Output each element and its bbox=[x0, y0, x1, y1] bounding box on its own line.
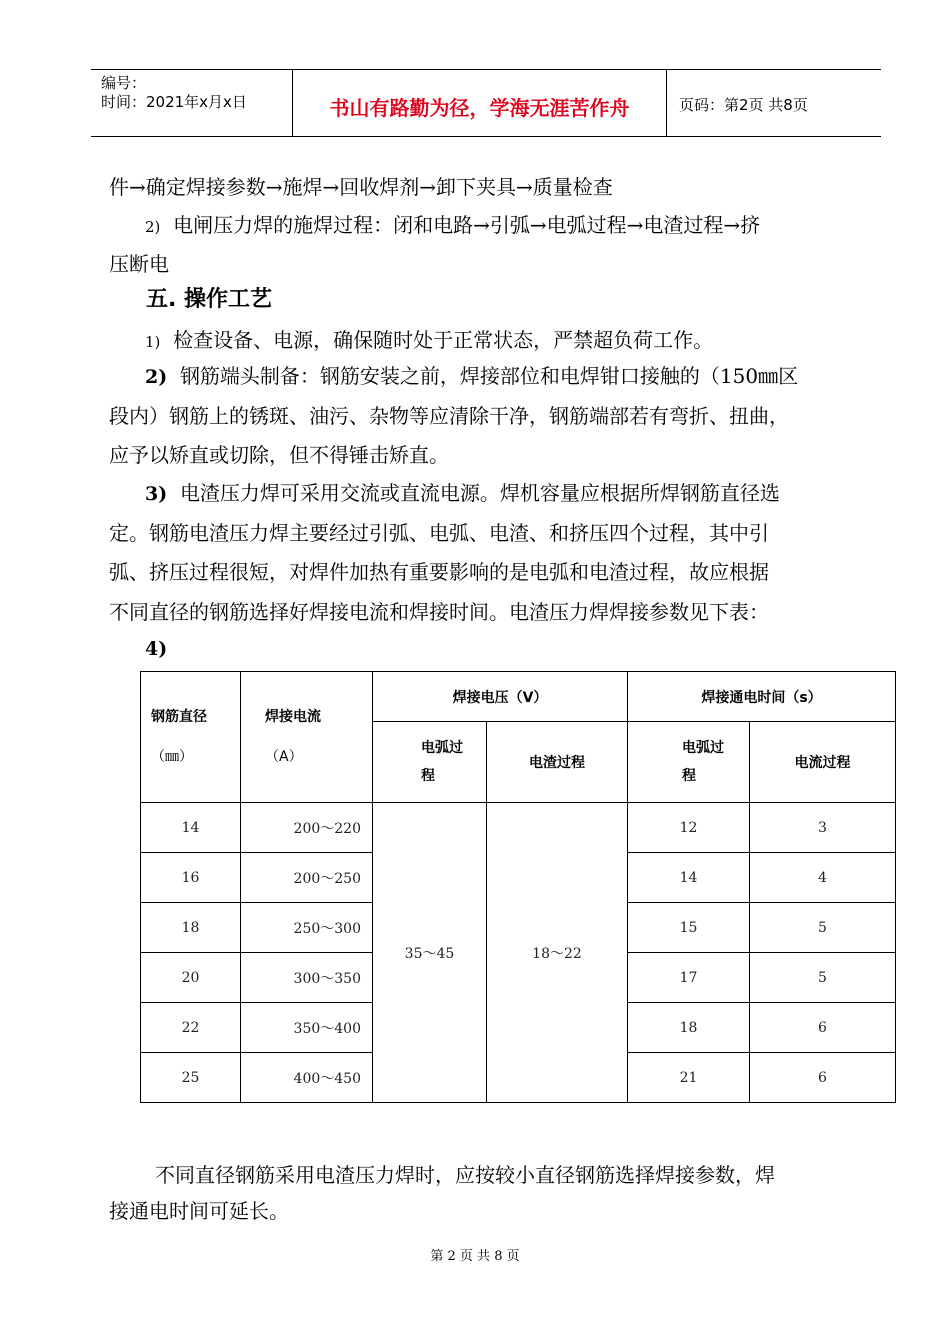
cell-current: 300～350 bbox=[241, 953, 373, 1003]
paragraph-2 bbox=[145, 361, 798, 392]
cell-time-current: 3 bbox=[750, 803, 896, 853]
cell-diameter: 16 bbox=[141, 853, 241, 903]
list-item-2 bbox=[145, 210, 760, 242]
doc-code-label: 编号： bbox=[101, 74, 147, 92]
cell-time-current: 5 bbox=[750, 953, 896, 1003]
cell-current: 400～450 bbox=[241, 1053, 373, 1103]
paragraph-3 bbox=[145, 478, 780, 509]
header-arc-time-line1: 电弧过 bbox=[682, 740, 724, 756]
header-arc-time bbox=[628, 722, 750, 803]
header-voltage: 焊接电压（V） bbox=[373, 672, 628, 722]
list-number: 3) bbox=[145, 483, 168, 505]
header-diameter-unit: （㎜） bbox=[151, 749, 193, 765]
cell-diameter: 20 bbox=[141, 953, 241, 1003]
header-arc-time-line2: 程 bbox=[682, 768, 696, 784]
body-line: 段内）钢筋上的锈斑、油污、杂物等应清除干净，钢筋端部若有弯折、扭曲， bbox=[109, 404, 789, 428]
list-number: 2) bbox=[145, 366, 168, 388]
list-number: 4) bbox=[145, 638, 168, 660]
page-footer: 第 2 页 共 8 页 bbox=[430, 1249, 520, 1264]
body-line: 不同直径钢筋采用电渣压力焊时，应按较小直径钢筋选择焊接参数，焊 bbox=[155, 1163, 775, 1187]
header-current-time: 电流过程 bbox=[750, 722, 896, 803]
cell-time-current: 5 bbox=[750, 903, 896, 953]
page-header bbox=[91, 69, 881, 137]
header-motto: 书山有路勤为径，学海无涯苦作舟 bbox=[329, 96, 630, 120]
cell-time-current: 6 bbox=[750, 1003, 896, 1053]
cell-voltage-slag: 18～22 bbox=[487, 803, 628, 1103]
paragraph-4 bbox=[145, 633, 167, 664]
body-line: 接通电时间可延长。 bbox=[109, 1199, 289, 1223]
cell-current: 250～300 bbox=[241, 903, 373, 953]
cell-time-arc: 12 bbox=[628, 803, 750, 853]
section-title: 五. 操作工艺 bbox=[146, 287, 273, 312]
cell-current: 200～250 bbox=[241, 853, 373, 903]
body-line: 定。钢筋电渣压力焊主要经过引弧、电弧、电渣、和挤压四个过程，其中引 bbox=[109, 521, 769, 545]
body-line: 弧、挤压过程很短，对焊件加热有重要影响的是电弧和电渣过程，故应根据 bbox=[109, 560, 769, 584]
header-current bbox=[241, 672, 373, 803]
header-arc-voltage-line2: 程 bbox=[421, 768, 435, 784]
cell-time-current: 6 bbox=[750, 1053, 896, 1103]
header-slag-voltage: 电渣过程 bbox=[487, 722, 628, 803]
body-line: 应予以矫直或切除，但不得锤击矫直。 bbox=[109, 443, 449, 467]
header-meta-cell bbox=[91, 70, 293, 136]
cell-diameter: 22 bbox=[141, 1003, 241, 1053]
cell-time-current: 4 bbox=[750, 853, 896, 903]
cell-diameter: 25 bbox=[141, 1053, 241, 1103]
cell-current: 200～220 bbox=[241, 803, 373, 853]
cell-diameter: 14 bbox=[141, 803, 241, 853]
list-number: 2) bbox=[145, 218, 161, 236]
list-text: 电渣压力焊可采用交流或直流电源。焊机容量应根据所焊钢筋直径选 bbox=[179, 481, 780, 505]
list-text: 检查设备、电源，确保随时处于正常状态，严禁超负荷工作。 bbox=[173, 328, 714, 352]
cell-diameter: 18 bbox=[141, 903, 241, 953]
cell-time-arc: 14 bbox=[628, 853, 750, 903]
body-line: 件→确定焊接参数→施焊→回收焊剂→卸下夹具→质量检查 bbox=[109, 175, 613, 199]
header-motto-cell bbox=[293, 70, 667, 136]
cell-voltage-arc: 35～45 bbox=[373, 803, 487, 1103]
header-current-label: 焊接电流 bbox=[265, 709, 321, 725]
cell-time-arc: 17 bbox=[628, 953, 750, 1003]
cell-time-arc: 21 bbox=[628, 1053, 750, 1103]
body-line: 不同直径的钢筋选择好焊接电流和焊接时间。电渣压力焊焊接参数见下表： bbox=[109, 600, 769, 624]
header-current-unit: （A） bbox=[265, 749, 303, 765]
header-diameter-label: 钢筋直径 bbox=[151, 709, 207, 725]
cell-time-arc: 18 bbox=[628, 1003, 750, 1053]
list-number: 1) bbox=[145, 333, 161, 351]
cell-time-arc: 15 bbox=[628, 903, 750, 953]
header-page-number: 页码：第2页 共8页 bbox=[679, 96, 808, 114]
header-arc-voltage-line1: 电弧过 bbox=[421, 740, 463, 756]
header-diameter bbox=[141, 672, 241, 803]
paragraph-1 bbox=[145, 325, 713, 357]
body-line: 压断电 bbox=[109, 252, 169, 276]
doc-time-label: 时间：2021年x月x日 bbox=[101, 93, 247, 111]
table-row bbox=[141, 803, 896, 853]
welding-parameter-table bbox=[140, 671, 896, 1103]
header-time: 焊接通电时间（s） bbox=[628, 672, 896, 722]
header-page-cell bbox=[667, 70, 881, 136]
header-arc-voltage bbox=[373, 722, 487, 803]
list-text: 电闸压力焊的施焊过程：闭和电路→引弧→电弧过程→电渣过程→挤 bbox=[173, 213, 761, 237]
cell-current: 350～400 bbox=[241, 1003, 373, 1053]
list-text: 钢筋端头制备：钢筋安装之前，焊接部位和电焊钳口接触的（150㎜区 bbox=[179, 364, 799, 388]
